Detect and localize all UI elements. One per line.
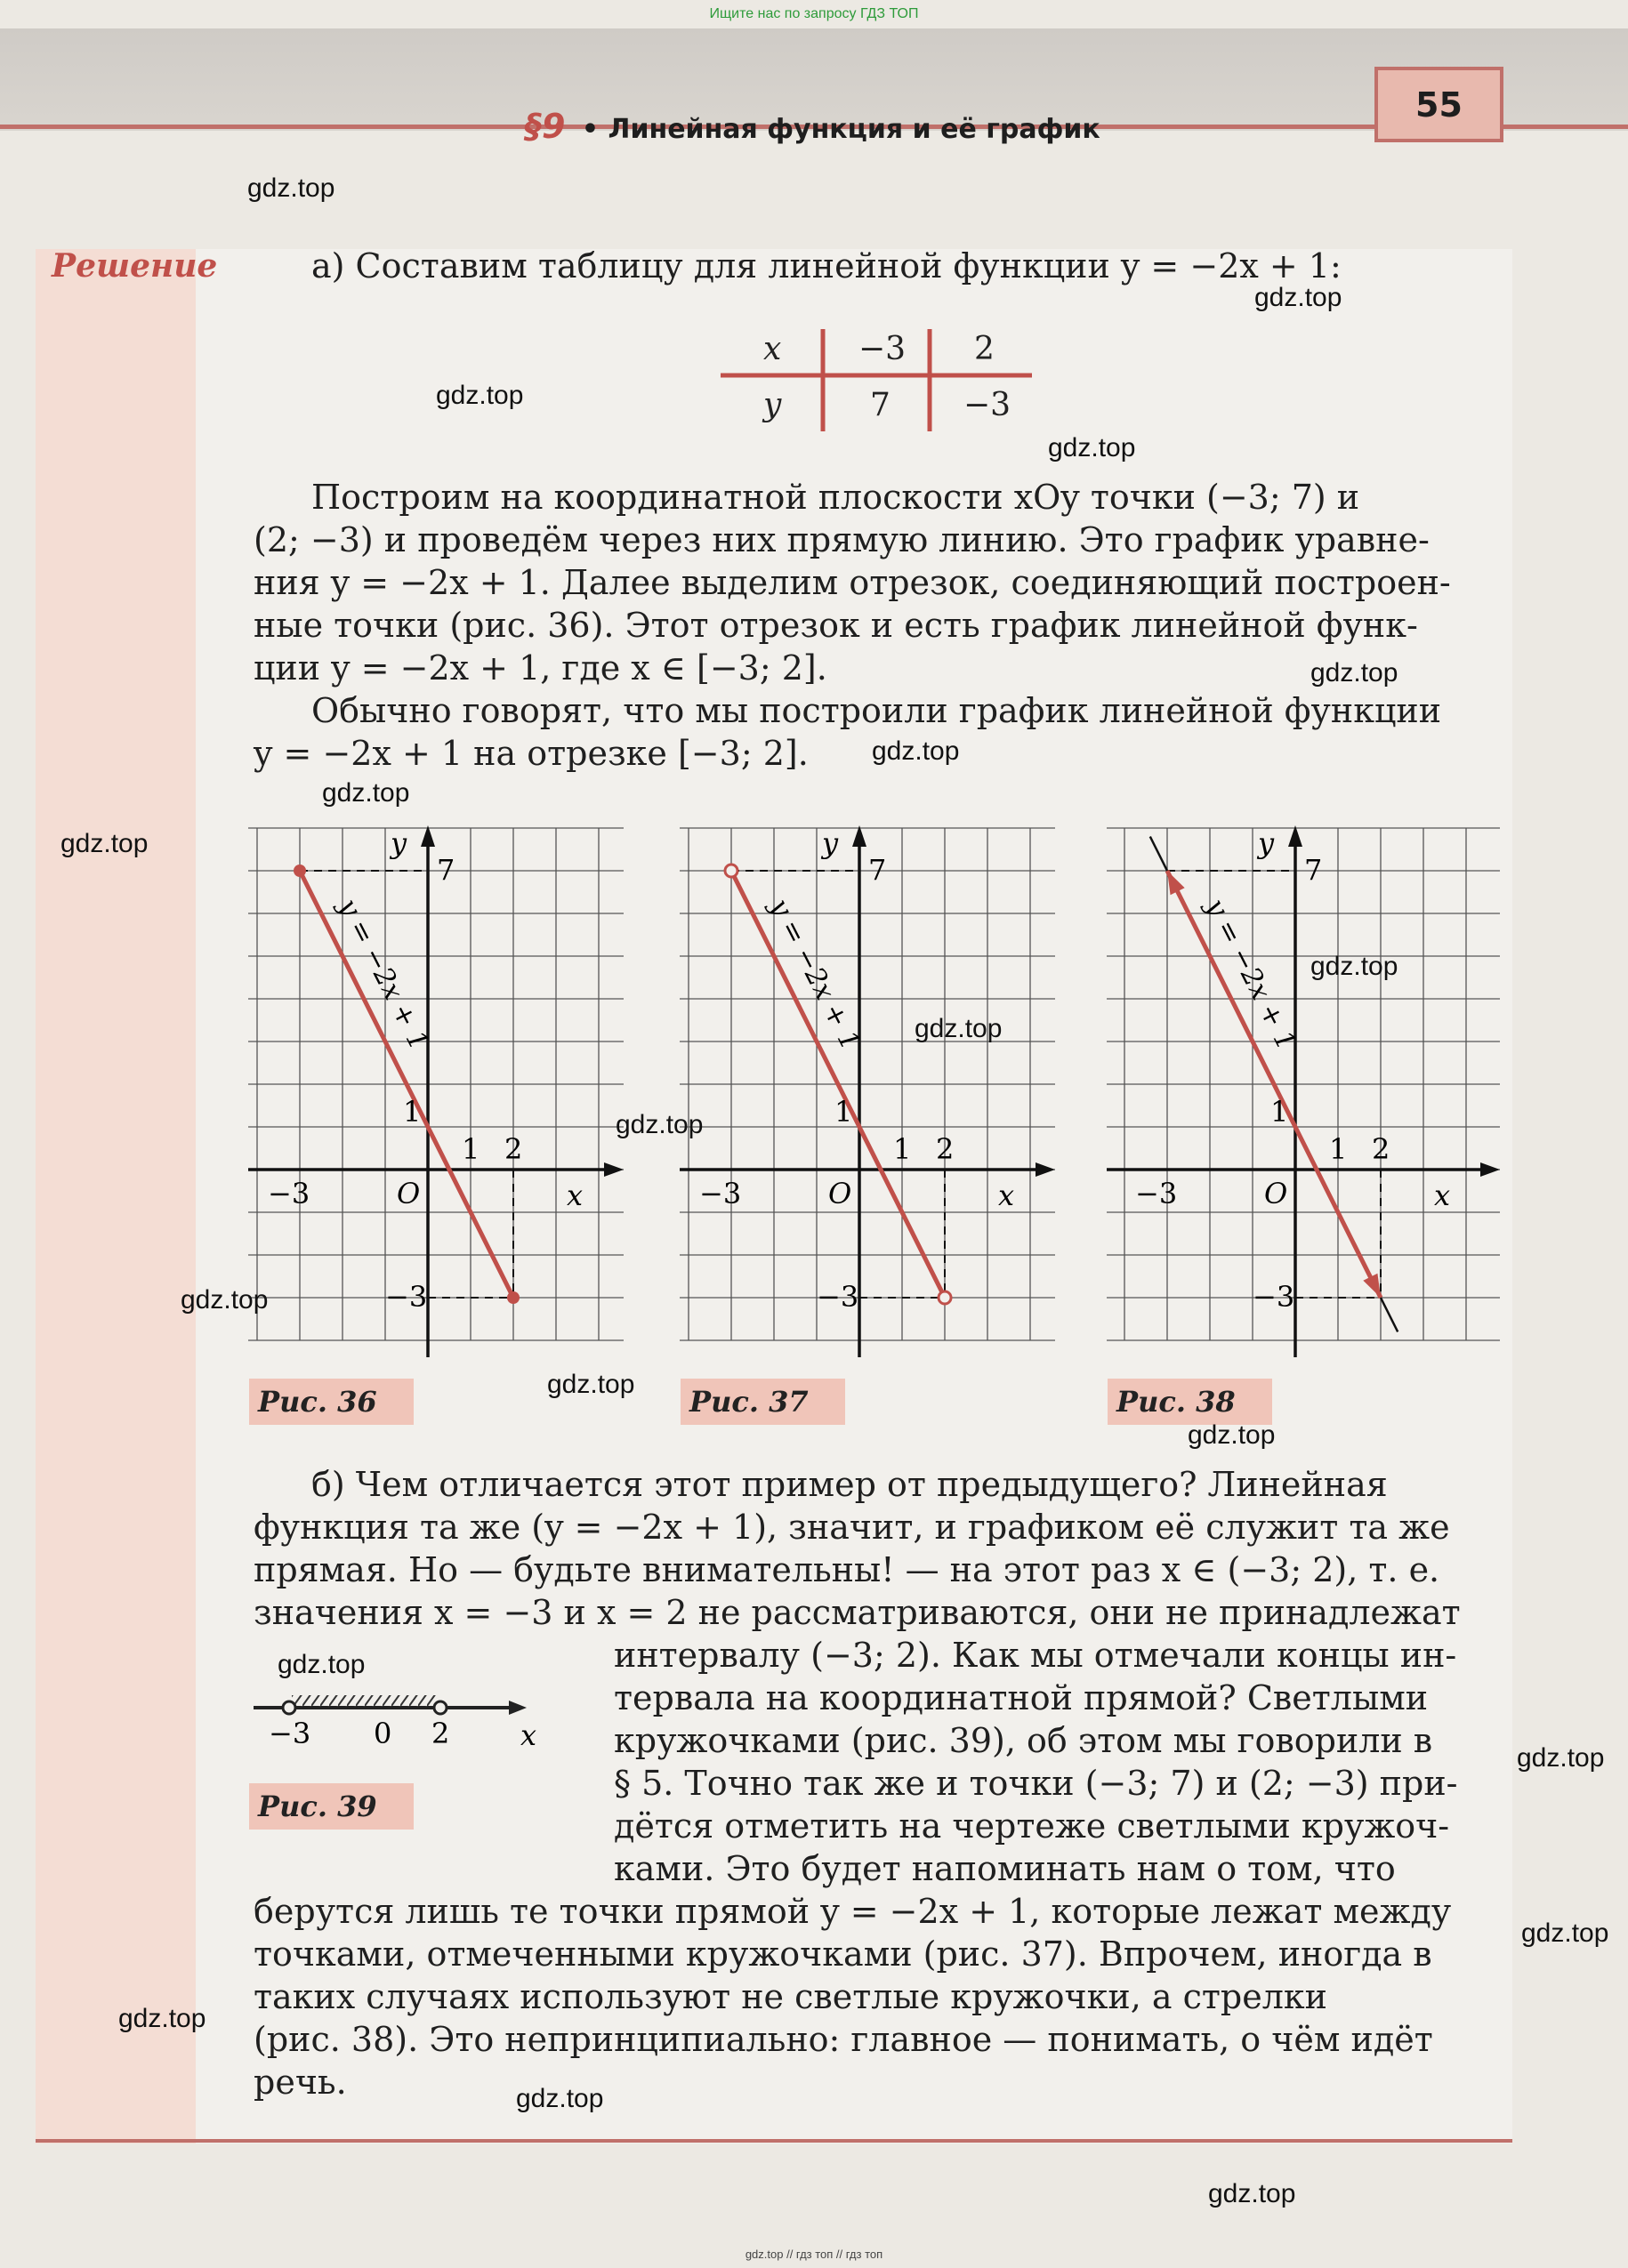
tick-label-ym3: −3 bbox=[1253, 1280, 1295, 1314]
part-b-line-2: функция та же (y = −2x + 1), значит, и графиком её служит та же bbox=[254, 1508, 1450, 1547]
watermark: gdz.top bbox=[1188, 1420, 1276, 1450]
part-b-right-2: тервала на координатной прямой? Светлыми bbox=[614, 1678, 1429, 1717]
chapter-title bbox=[525, 107, 1100, 146]
segment-endpoint-right bbox=[507, 1291, 520, 1304]
part-b-line-1: б) Чем отличается этот пример от предыдущего? Линейная bbox=[311, 1465, 1388, 1504]
watermark: gdz.top bbox=[1254, 283, 1342, 312]
part-a-intro: а) Составим таблицу для линейной функции y = −2x + 1: bbox=[311, 246, 1342, 286]
tick-label-y1: 1 bbox=[834, 1095, 853, 1129]
part-a-line-7: y = −2x + 1 на отрезке [−3; 2]. bbox=[254, 734, 809, 773]
part-b-end-4: (рис. 38). Это непринципиально: главное — понимать, о чём идёт bbox=[254, 2020, 1433, 2059]
tick-label-x2: 2 bbox=[1372, 1132, 1390, 1166]
x-axis-arrow bbox=[1036, 1162, 1055, 1177]
watermark: gdz.top bbox=[1310, 658, 1398, 688]
part-b-right-3: кружочками (рис. 39), об этом мы говорили в bbox=[614, 1721, 1433, 1760]
segment-arrow-right bbox=[1363, 1274, 1381, 1298]
numline-label-a: −3 bbox=[269, 1717, 311, 1750]
tick-label-x1: 1 bbox=[1329, 1132, 1348, 1166]
watermark: gdz.top bbox=[1310, 952, 1398, 981]
tick-label-y1: 1 bbox=[403, 1095, 422, 1129]
tick-label-x1: 1 bbox=[462, 1132, 480, 1166]
part-b-end-5: речь. bbox=[254, 2063, 347, 2102]
table-y-2: −3 bbox=[963, 387, 1011, 423]
origin-label: O bbox=[397, 1177, 421, 1210]
part-b-right-4: § 5. Точно так же и точки (−3; 7) и (2; −3) при- bbox=[614, 1764, 1458, 1803]
numline-label-b: 2 bbox=[431, 1717, 450, 1750]
watermark: gdz.top bbox=[872, 736, 960, 766]
axis-label-y: y bbox=[822, 826, 839, 860]
interval-hatching bbox=[292, 1695, 439, 1707]
figure-38-graph bbox=[1103, 818, 1503, 1361]
part-a-line-5: ции y = −2x + 1, где x ∈ [−3; 2]. bbox=[254, 648, 827, 688]
segment-arrow-left bbox=[1167, 871, 1185, 895]
x-axis-arrow bbox=[604, 1162, 624, 1177]
numline-label-zero: 0 bbox=[374, 1717, 392, 1750]
table-y-1: 7 bbox=[870, 387, 891, 423]
part-b-end-3: таких случаях используют не светлые кружочки, а стрелки bbox=[254, 1977, 1327, 2016]
open-point-right bbox=[434, 1701, 447, 1714]
tick-label-y7: 7 bbox=[437, 853, 455, 887]
segment-endpoint-right bbox=[939, 1291, 951, 1304]
caption-fig-36: Рис. 36 bbox=[249, 1379, 414, 1425]
bottom-rule bbox=[36, 2139, 1512, 2143]
watermark: gdz.top bbox=[915, 1014, 1003, 1043]
part-a-line-4: ные точки (рис. 36). Этот отрезок и есть график линейной функ- bbox=[254, 606, 1418, 645]
title-bullet: • bbox=[581, 114, 600, 145]
section-number: §9 bbox=[525, 107, 566, 146]
watermark: gdz.top bbox=[436, 381, 524, 410]
part-b-end-1: берутся лишь те точки прямой y = −2x + 1, которые лежат между bbox=[254, 1892, 1452, 1931]
x-axis-arrow bbox=[1480, 1162, 1500, 1177]
axis-label-x: x bbox=[567, 1178, 584, 1212]
watermark: gdz.top bbox=[1208, 2179, 1296, 2208]
watermark: gdz.top bbox=[60, 829, 149, 858]
part-a-line-1: Построим на координатной плоскости xOy точки (−3; 7) и bbox=[311, 478, 1360, 517]
number-line-arrow bbox=[509, 1701, 527, 1715]
part-a-line-6: Обычно говорят, что мы построили график линейной функции bbox=[311, 691, 1442, 730]
tick-label-x2: 2 bbox=[504, 1132, 523, 1166]
tick-label-xm3: −3 bbox=[699, 1177, 742, 1210]
tick-label-y1: 1 bbox=[1270, 1095, 1289, 1129]
segment-endpoint-left bbox=[294, 865, 306, 877]
bottom-banner: gdz.top // гдз топ // гдз топ bbox=[745, 2248, 883, 2261]
tick-label-x2: 2 bbox=[936, 1132, 955, 1166]
table-y-header: y bbox=[763, 387, 782, 423]
watermark: gdz.top bbox=[616, 1110, 704, 1139]
line-equation-label: y = −2x + 1 bbox=[763, 894, 866, 1056]
solution-label: Решение bbox=[52, 247, 218, 285]
section-title: Линейная функция и её график bbox=[608, 114, 1100, 145]
tick-label-ym3: −3 bbox=[385, 1280, 428, 1314]
figure-37-graph bbox=[676, 818, 1059, 1361]
watermark: gdz.top bbox=[322, 778, 410, 808]
watermark: gdz.top bbox=[1048, 433, 1136, 462]
caption-fig-37: Рис. 37 bbox=[681, 1379, 845, 1425]
part-b-line-3: прямая. Но — будьте внимательны! — на этот раз x ∈ (−3; 2), т. е. bbox=[254, 1550, 1440, 1589]
segment-endpoint-left bbox=[725, 865, 737, 877]
tick-label-x1: 1 bbox=[893, 1132, 912, 1166]
figure-36-graph bbox=[245, 818, 627, 1361]
table-x-1: −3 bbox=[858, 331, 907, 367]
part-b-right-1: интервалу (−3; 2). Как мы отмечали концы ин- bbox=[614, 1636, 1457, 1675]
watermark: gdz.top bbox=[547, 1370, 635, 1399]
watermark: gdz.top bbox=[1521, 1918, 1609, 1948]
top-banner: Ищите нас по запросу ГДЗ ТОП bbox=[709, 6, 919, 21]
tick-label-y7: 7 bbox=[868, 853, 887, 887]
caption-fig-39: Рис. 39 bbox=[249, 1783, 414, 1830]
axis-label-y: y bbox=[1258, 826, 1275, 860]
watermark: gdz.top bbox=[278, 1650, 366, 1679]
watermark: gdz.top bbox=[181, 1285, 269, 1315]
watermark: gdz.top bbox=[247, 173, 335, 203]
table-x-2: 2 bbox=[974, 331, 995, 367]
tick-label-y7: 7 bbox=[1304, 853, 1323, 887]
margin-stripe bbox=[36, 249, 196, 2143]
axis-label-x: x bbox=[1434, 1178, 1451, 1212]
axis-label-y: y bbox=[391, 826, 407, 860]
origin-label: O bbox=[1264, 1177, 1288, 1210]
part-a-line-3: ния y = −2x + 1. Далее выделим отрезок, соединяющий построен- bbox=[254, 563, 1451, 602]
watermark: gdz.top bbox=[516, 2084, 604, 2113]
line-equation-label: y = −2x + 1 bbox=[332, 894, 435, 1056]
watermark: gdz.top bbox=[1517, 1743, 1605, 1773]
part-a-line-2: (2; −3) и проведём через них прямую линию. Это график уравне- bbox=[254, 520, 1430, 559]
value-table bbox=[712, 329, 1041, 436]
tick-label-ym3: −3 bbox=[817, 1280, 859, 1314]
axis-label-x: x bbox=[998, 1178, 1015, 1212]
open-point-left bbox=[283, 1701, 295, 1714]
part-b-end-2: точками, отмеченными кружочками (рис. 37). Впрочем, иногда в bbox=[254, 1934, 1432, 1974]
part-b-right-5: дётся отметить на чертеже светлыми кружоч- bbox=[614, 1806, 1450, 1846]
part-b-line-4: значения x = −3 и x = 2 не рассматриваются, они не принадлежат bbox=[254, 1593, 1461, 1632]
tick-label-xm3: −3 bbox=[268, 1177, 310, 1210]
table-x-header: x bbox=[763, 331, 782, 367]
caption-fig-38: Рис. 38 bbox=[1108, 1379, 1272, 1425]
origin-label: O bbox=[828, 1177, 852, 1210]
numline-label-var: x bbox=[520, 1718, 537, 1752]
page-number: 55 bbox=[1374, 67, 1503, 142]
part-b-right-6: ками. Это будет напоминать нам о том, что bbox=[614, 1849, 1396, 1888]
figure-39-number-line bbox=[249, 1681, 543, 1752]
tick-label-xm3: −3 bbox=[1135, 1177, 1178, 1210]
line-equation-label: y = −2x + 1 bbox=[1199, 894, 1302, 1056]
watermark: gdz.top bbox=[118, 2004, 206, 2033]
